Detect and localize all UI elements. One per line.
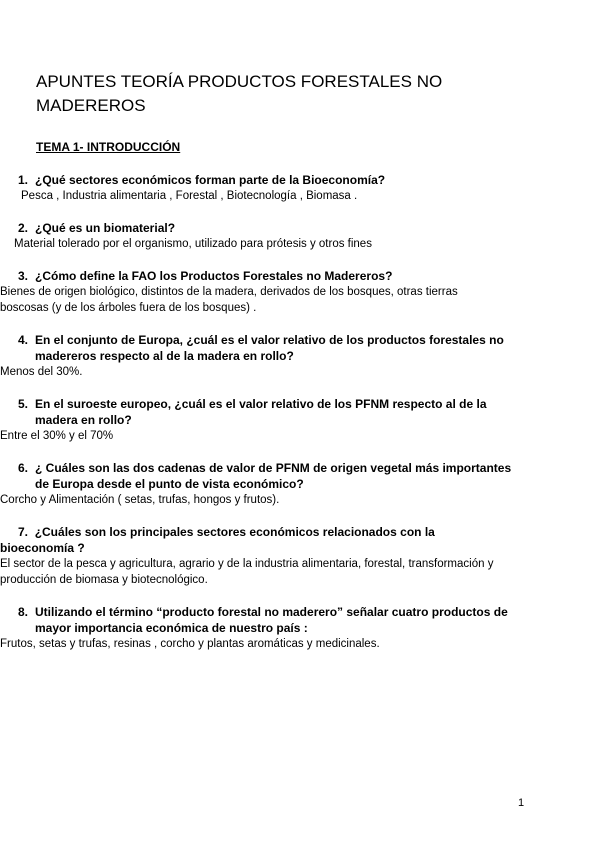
question-2 xyxy=(18,220,578,236)
question-number: 2. xyxy=(18,221,29,235)
question-text: ¿Cómo define la FAO los Productos Forestales no Madereros? xyxy=(35,269,393,283)
question-7 xyxy=(0,524,480,556)
question-text: En el conjunto de Europa, ¿cuál es el valor relativo de los productos forestales no madereros respecto al de la madera en rollo? xyxy=(35,333,504,363)
answer-1: Pesca , Industria alimentaria , Forestal , Biotecnología , Biomasa . xyxy=(21,190,358,202)
question-5 xyxy=(18,396,498,428)
question-number: 3. xyxy=(18,269,29,283)
question-text: En el suroeste europeo, ¿cuál es el valor relativo de los PFNM respecto al de la madera en rollo? xyxy=(35,397,487,427)
question-number: 6. xyxy=(18,461,29,475)
question-number: 5. xyxy=(18,397,29,411)
question-text: Utilizando el término “producto forestal no maderero” señalar cuatro productos de mayor importancia económica de nuestro país : xyxy=(35,605,508,635)
question-6 xyxy=(18,460,528,492)
question-3 xyxy=(18,268,578,284)
answer-4: Menos del 30%. xyxy=(0,366,83,378)
question-text: ¿ Cuáles son las dos cadenas de valor de PFNM de origen vegetal más importantes de Europa desde el punto de vista económico? xyxy=(35,461,512,491)
document-title: APUNTES TEORÍA PRODUCTOS FORESTALES NO MADEREROS xyxy=(36,72,443,115)
answer-3: Bienes de origen biológico, distintos de la madera, derivados de los bosques, otras tierras boscosas (y de los árboles fuera de los bosques) . xyxy=(0,286,458,314)
question-number: 4. xyxy=(18,333,29,347)
answer-5: Entre el 30% y el 70% xyxy=(0,430,114,442)
answer-8: Frutos, setas y trufas, resinas , corcho y plantas aromáticas y medicinales. xyxy=(0,638,380,650)
question-number: 8. xyxy=(18,605,29,619)
question-text: ¿Cuáles son los principales sectores económicos relacionados con la bioeconomía ? xyxy=(0,525,435,555)
answer-2: Material tolerado por el organismo, utilizado para prótesis y otros fines xyxy=(14,238,372,250)
page-number: 1 xyxy=(518,797,525,809)
question-number: 7. xyxy=(18,525,29,539)
question-4 xyxy=(18,332,518,364)
question-8 xyxy=(18,604,528,636)
question-text: ¿Qué es un biomaterial? xyxy=(35,221,176,235)
question-text: ¿Qué sectores económicos forman parte de la Bioeconomía? xyxy=(35,173,386,187)
question-number: 1. xyxy=(18,173,29,187)
question-1 xyxy=(18,172,578,188)
answer-6: Corcho y Alimentación ( setas, trufas, hongos y frutos). xyxy=(0,494,280,506)
section-title: TEMA 1- INTRODUCCIÓN xyxy=(36,140,181,154)
answer-7: El sector de la pesca y agricultura, agrario y de la industria alimentaria, forestal, transformación y producción de biomasa y biotecnológico. xyxy=(0,558,494,586)
